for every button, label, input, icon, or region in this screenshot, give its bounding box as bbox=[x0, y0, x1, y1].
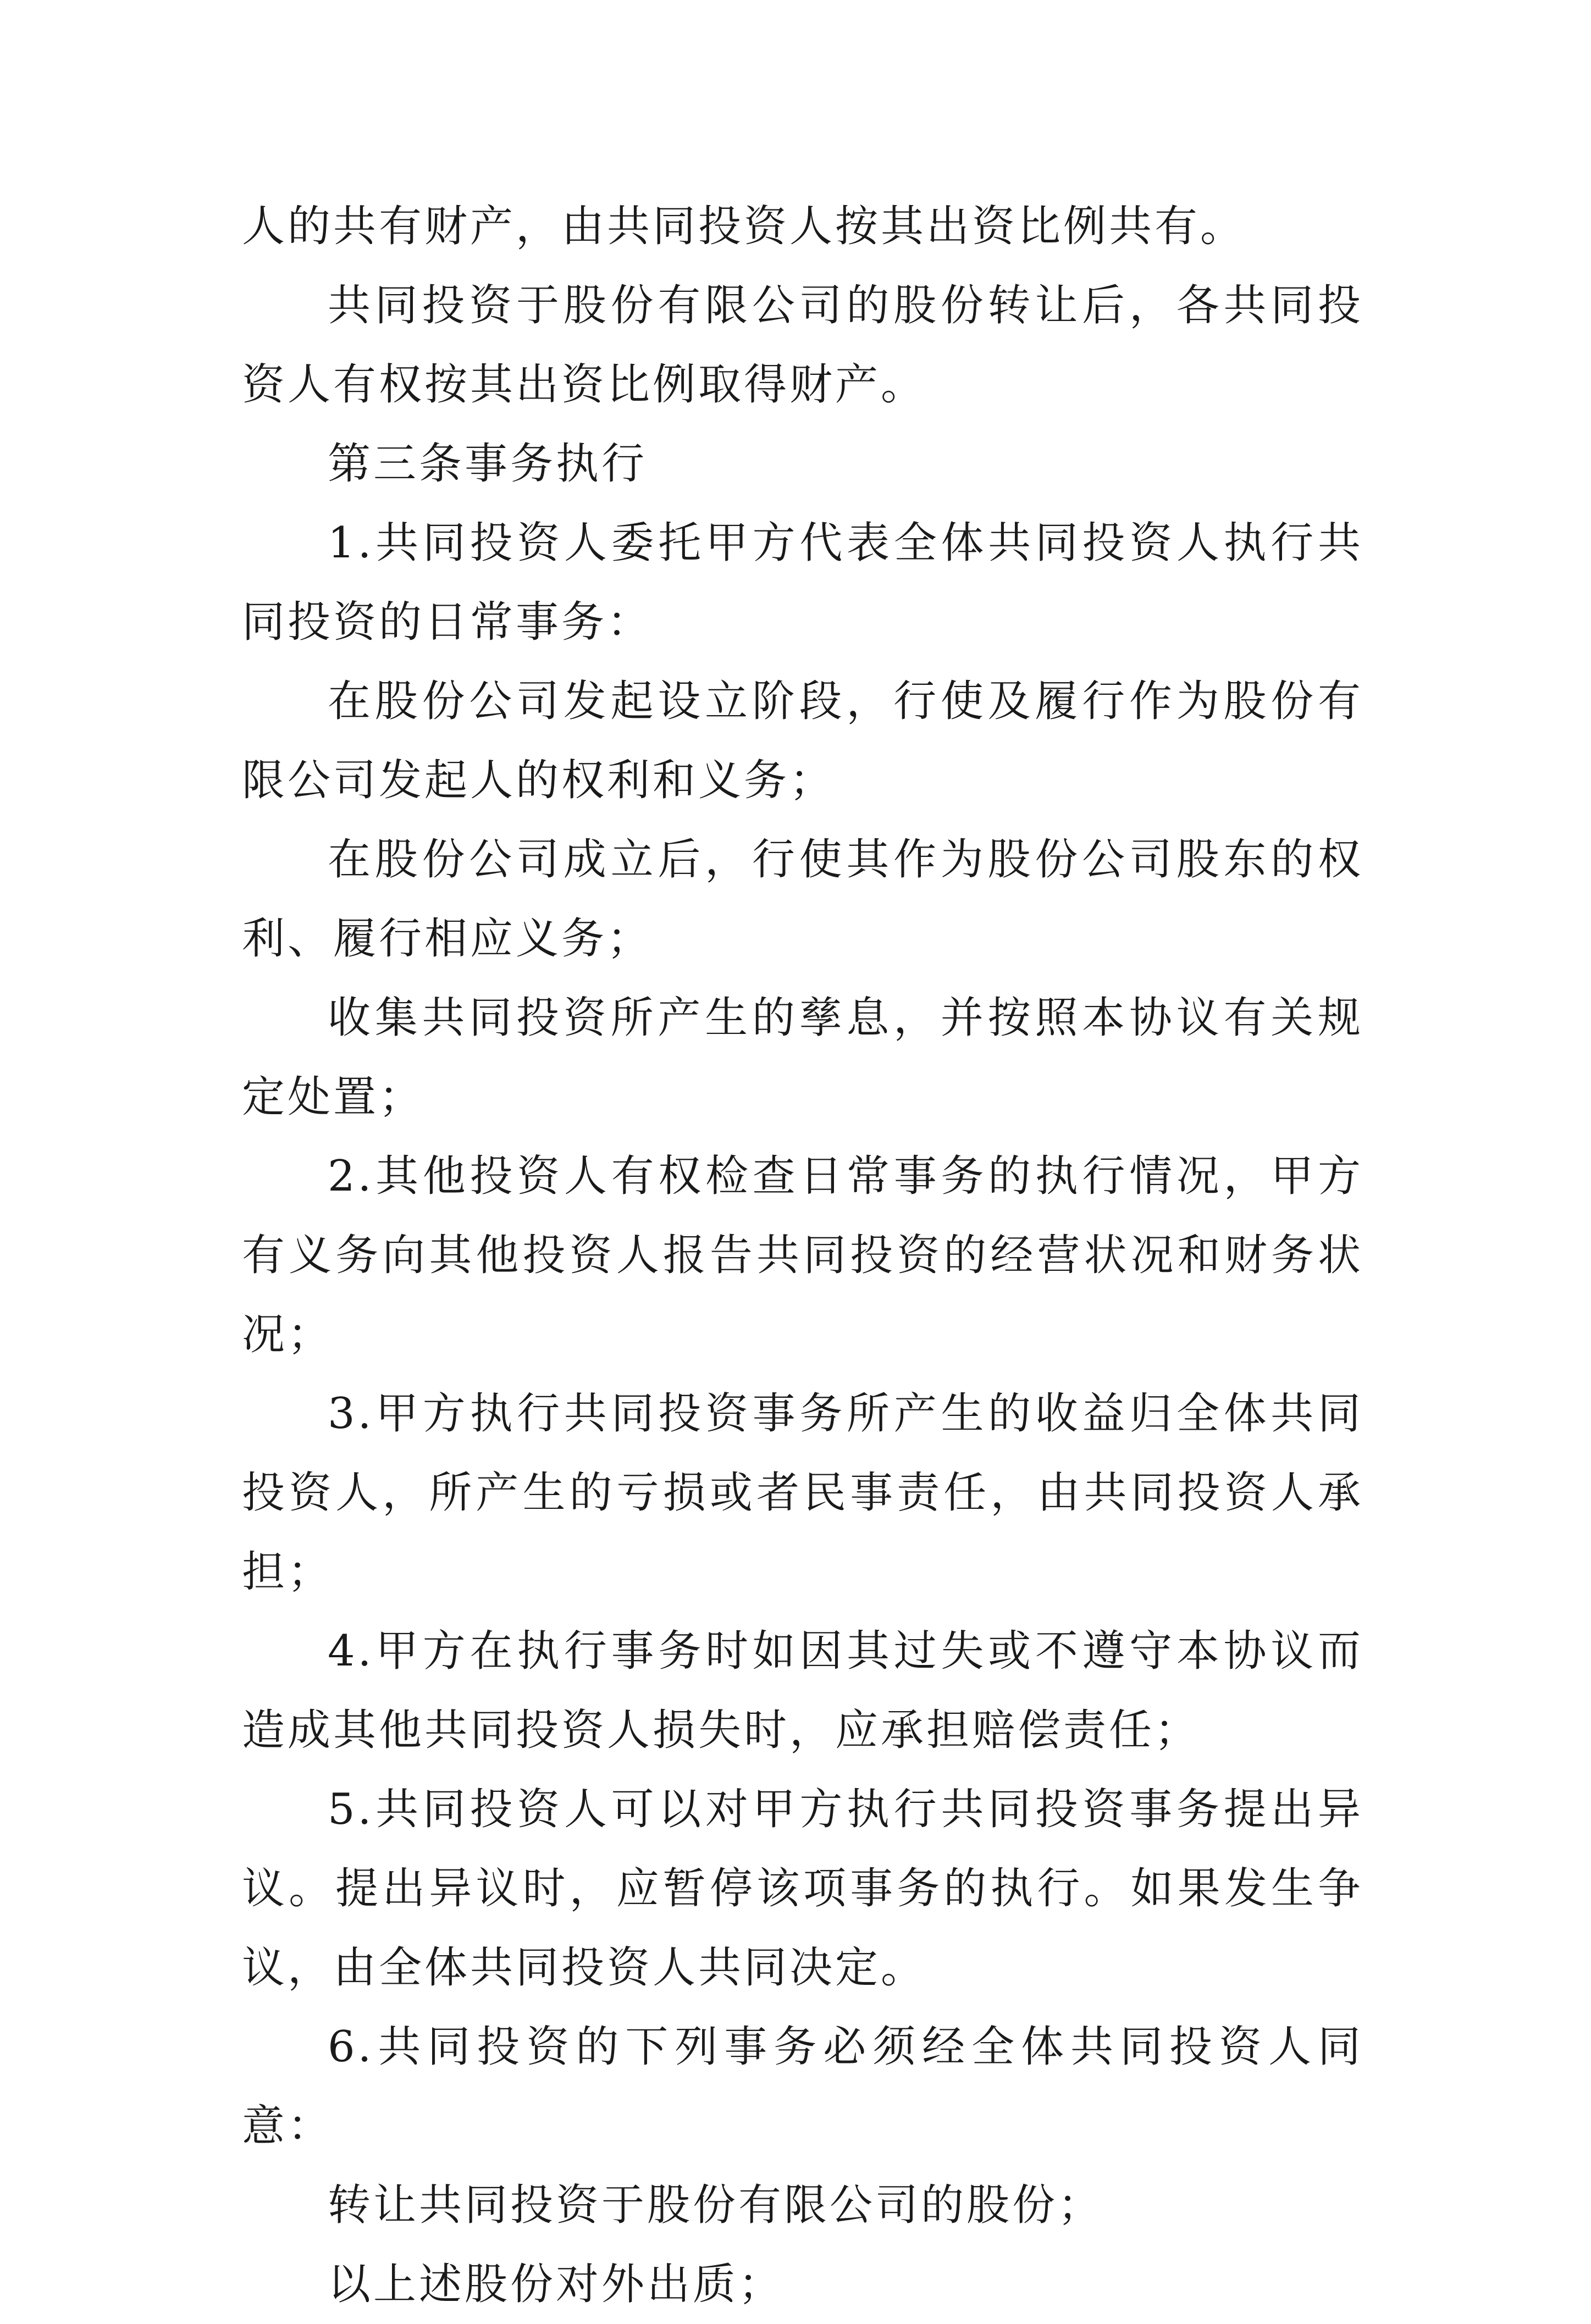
clause-5: 5.共同投资人可以对甲方执行共同投资事务提出异议。提出异议时，应暂停该项事务的执行。如果发生争议，由全体共同投资人共同决定。 bbox=[242, 1785, 1363, 1993]
clause-1-item-a: 在股份公司发起设立阶段，行使及履行作为股份有限公司发起人的权利和义务； bbox=[242, 677, 1363, 805]
clause-6-item-b: 以上述股份对外出质； bbox=[328, 2260, 785, 2309]
clause-1-item-b: 在股份公司成立后，行使其作为股份公司股东的权利、履行相应义务； bbox=[242, 835, 1363, 964]
clause-4: 4.甲方在执行事务时如因其过失或不遵守本协议而造成其他共同投资人损失时，应承担赔偿责任； bbox=[242, 1626, 1363, 1755]
paragraph-share-transfer: 共同投资于股份有限公司的股份转让后，各共同投资人有权按其出资比例取得财产。 bbox=[242, 281, 1363, 410]
clause-1: 1.共同投资人委托甲方代表全体共同投资人执行共同投资的日常事务： bbox=[242, 518, 1363, 647]
document-body bbox=[242, 187, 1363, 2324]
article-heading: 第三条事务执行 bbox=[328, 439, 648, 489]
clause-6-item-a: 转让共同投资于股份有限公司的股份； bbox=[328, 2181, 1104, 2230]
paragraph-continuation: 人的共有财产，由共同投资人按其出资比例共有。 bbox=[242, 202, 1246, 251]
clause-1-item-c: 收集共同投资所产生的孳息，并按照本协议有关规定处置； bbox=[242, 993, 1363, 1122]
clause-6: 6.共同投资的下列事务必须经全体共同投资人同意： bbox=[242, 2022, 1363, 2151]
clause-3: 3.甲方执行共同投资事务所产生的收益归全体共同投资人，所产生的亏损或者民事责任，由共同投资人承担； bbox=[242, 1389, 1363, 1597]
clause-2: 2.其他投资人有权检查日常事务的执行情况，甲方有义务向其他投资人报告共同投资的经营状况和财务状况； bbox=[242, 1152, 1363, 1359]
